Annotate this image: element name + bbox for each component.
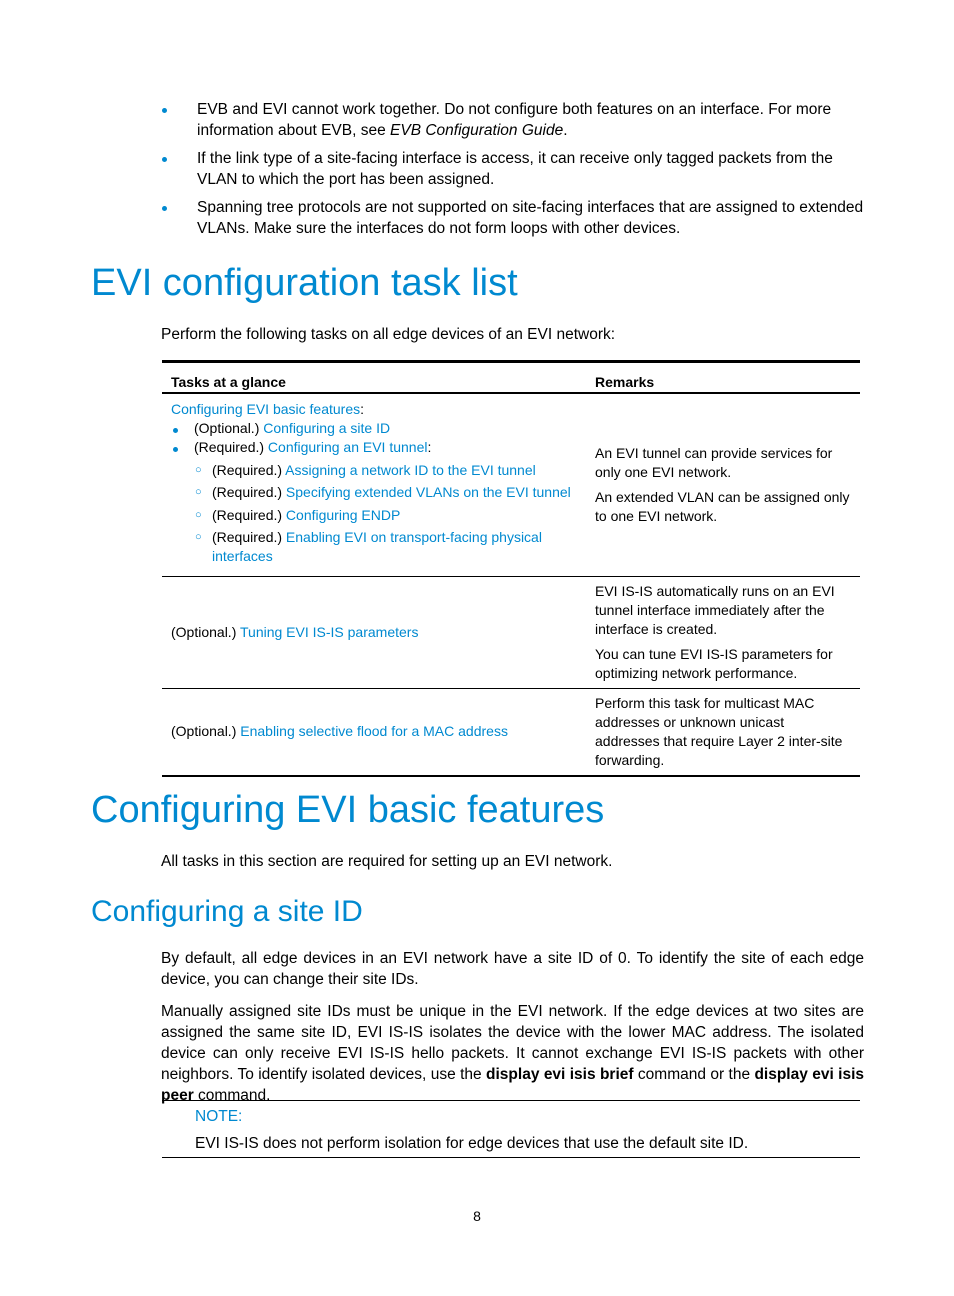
command-display-peer: display evi isis peer <box>161 1066 864 1104</box>
section-heading-task-list: EVI configuration task list <box>91 262 518 304</box>
link-tuning-isis[interactable]: Tuning EVI IS-IS parameters <box>240 623 419 640</box>
circle-bullet-icon: ○ <box>195 486 202 498</box>
task-list-intro: Perform the following tasks on all edge devices of an EVI network: <box>161 326 616 343</box>
link-transport-interfaces[interactable]: Enabling EVI on transport-facing physical interfaces <box>212 529 542 564</box>
remarks-cell: Perform this task for multicast MAC addresses or unknown unicast addresses that require Layer 2 inter-site forwarding. <box>586 688 860 776</box>
list-item: EVB and EVI cannot work together. Do not configure both features on an interface. For more information about EVB, see EVB Configuration Guide. <box>160 99 865 141</box>
task-subitem: ○ (Required.) Enabling EVI on transport-facing physical interfaces <box>195 529 542 564</box>
circle-bullet-icon: ○ <box>195 463 202 476</box>
task-group: Configuring EVI basic features: <box>171 401 364 417</box>
remarks-cell: An EVI tunnel can provide services for only one EVI network. An extended VLAN can be assigned only to one EVI network. <box>586 393 860 576</box>
task-item: (Optional.) Configuring a site ID <box>171 419 577 438</box>
link-extended-vlans[interactable]: Specifying extended VLANs on the EVI tunnel <box>285 484 571 500</box>
link-site-id[interactable]: Configuring a site ID <box>263 420 391 436</box>
command-display-brief: display evi isis brief <box>486 1066 634 1083</box>
note-text: EVI IS-IS does not perform isolation for edge devices that use the default site ID. <box>195 1135 749 1152</box>
page-number: 8 <box>473 1208 481 1224</box>
circle-bullet-icon: ○ <box>195 508 202 521</box>
circle-bullet-icon: ○ <box>195 531 202 543</box>
bullet-icon <box>162 206 167 211</box>
column-header-remarks: Remarks <box>586 362 860 394</box>
task-subitem: ○ (Required.) Assigning a network ID to the EVI tunnel <box>195 461 536 478</box>
task-cell: (Optional.) Tuning EVI IS-IS parameters <box>162 576 586 688</box>
basic-features-intro: All tasks in this section are required for setting up an EVI network. <box>161 853 613 870</box>
table-header-row <box>162 362 860 394</box>
table-row <box>162 576 860 688</box>
note-box <box>162 1100 860 1158</box>
link-evi-tunnel[interactable]: Configuring an EVI tunnel <box>267 439 428 455</box>
list-item: If the link type of a site-facing interface is access, it can receive only tagged packets from the VLAN to which the port has been assigned. <box>160 148 865 190</box>
link-network-id[interactable]: Assigning a network ID to the EVI tunnel <box>285 461 536 478</box>
guide-reference: EVB Configuration Guide <box>390 122 564 139</box>
bullet-icon <box>162 108 167 113</box>
link-endp[interactable]: Configuring ENDP <box>285 506 401 523</box>
task-subitem: ○ (Required.) Specifying extended VLANs on the EVI tunnel <box>195 484 571 500</box>
bullet-icon <box>173 428 178 433</box>
intro-bullet-list <box>160 99 865 246</box>
link-selective-flood[interactable]: Enabling selective flood for a MAC address <box>240 723 508 739</box>
bullet-icon <box>162 157 167 162</box>
task-table <box>162 360 860 777</box>
section-heading-site-id: Configuring a site ID <box>91 895 363 928</box>
note-label: NOTE: <box>195 1108 243 1125</box>
remarks-cell: EVI IS-IS automatically runs on an EVI tunnel interface immediately after the interface is created. You can tune EVI IS-IS parameters for optimizing network performance. <box>586 576 860 688</box>
site-id-paragraph-2: Manually assigned site IDs must be unique in the EVI network. If the edge devices at two sites are assigned the same site ID, EVI IS-IS isolates the device with the lower MAC address. The isolated device can only receive EVI IS-IS hello packets. It cannot exchange EVI IS-IS packets with other neighbors. To identify isolated devices, use the display evi isis brief command or the display evi isis peer command. <box>161 1003 864 1104</box>
table-row <box>162 393 860 576</box>
task-item: (Required.) Configuring an EVI tunnel: <box>171 438 577 457</box>
section-heading-basic-features: Configuring EVI basic features <box>91 789 605 831</box>
bullet-icon <box>173 447 178 452</box>
link-basic-features[interactable]: Configuring EVI basic features <box>171 401 361 417</box>
site-id-paragraph-1: By default, all edge devices in an EVI network have a site ID of 0. To identify the site of each edge device, you can change their site IDs. <box>161 950 864 988</box>
table-row <box>162 688 860 776</box>
list-item: Spanning tree protocols are not supported on site-facing interfaces that are assigned to extended VLANs. Make sure the interfaces do not form loops with other devices. <box>160 197 865 239</box>
column-header-tasks: Tasks at a glance <box>162 362 586 394</box>
task-subitem: ○ (Required.) Configuring ENDP <box>195 506 401 523</box>
task-cell <box>162 393 586 576</box>
task-cell: (Optional.) Enabling selective flood for a MAC address <box>162 688 586 776</box>
